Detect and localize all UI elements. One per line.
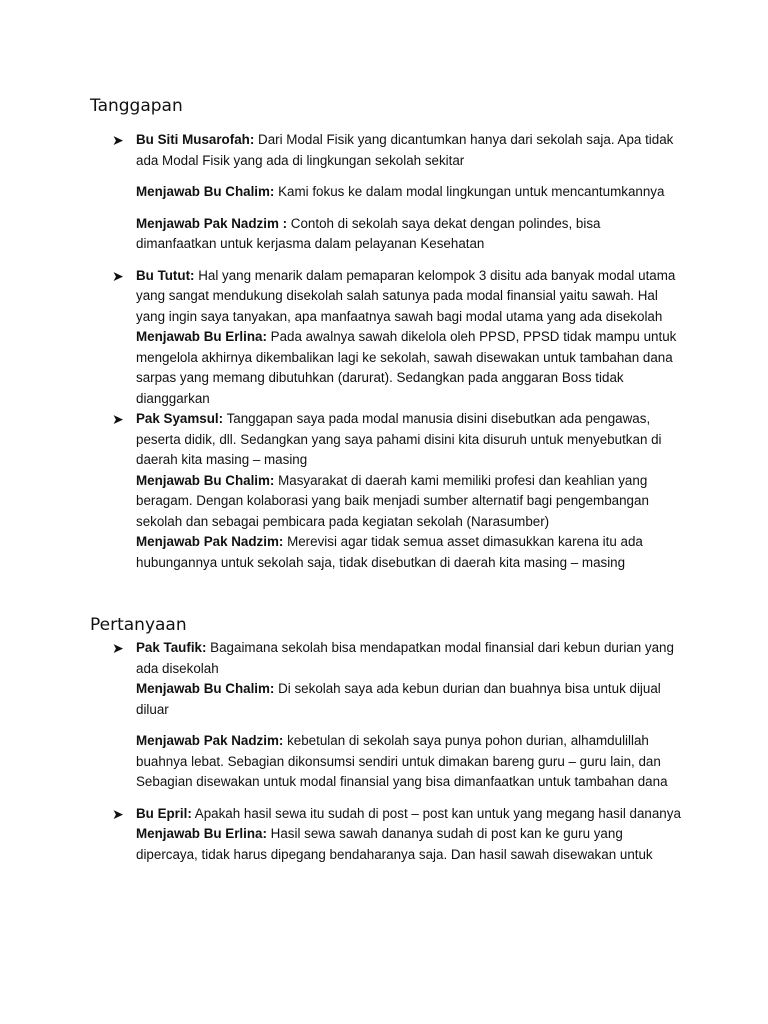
- paragraph-text: Hasil sewa sawah dananya sudah di post kan ke guru yang dipercaya, tidak harus dipegang bendaharanya saja. Dan hasil sawah disewakan untuk: [136, 826, 653, 862]
- tanggapan-section: [112, 130, 682, 573]
- paragraph: [136, 214, 682, 255]
- paragraph-text: Kami fokus ke dalam modal lingkungan untuk mencantumkannya: [274, 184, 665, 199]
- list-item: [112, 130, 682, 255]
- list-item: [112, 804, 682, 866]
- speaker: Bu Tutut:: [136, 267, 195, 283]
- pertanyaan-section: [112, 638, 682, 865]
- paragraph: [136, 804, 682, 825]
- arrow-bullet-icon: ➤: [112, 411, 124, 427]
- paragraph: [136, 824, 682, 865]
- speaker: Menjawab Bu Erlina:: [136, 826, 267, 841]
- list-item: [112, 266, 682, 410]
- paragraph-text: Hal yang menarik dalam pemaparan kelompok 3 disitu ada banyak modal utama yang sangat mendukung disekolah salah satunya pada modal finansial yaitu sawah. Hal yang ingin saya tanyakan, apa manfaatnya sawah bagi modal utama yang ada disekolah: [136, 267, 676, 324]
- paragraph-text: Apakah hasil sewa itu sudah di post – post kan untuk yang megang hasil dananya: [191, 805, 681, 821]
- paragraph-text: Masyarakat di daerah kami memiliki profesi dan keahlian yang beragam. Dengan kolaborasi yang baik menjadi sumber alternatif bagi pengembangan sekolah dan sebagai pembicara pada kegiatan sekolah (Narasumber): [136, 472, 649, 529]
- heading-tanggapan: Tanggapan: [90, 96, 183, 116]
- speaker: Menjawab Pak Nadzim :: [136, 215, 288, 231]
- arrow-bullet-icon: ➤: [112, 805, 124, 822]
- list-item: [112, 409, 682, 573]
- paragraph: [136, 327, 682, 409]
- speaker: Menjawab Bu Chalim:: [136, 681, 275, 696]
- arrow-bullet-icon: ➤: [112, 267, 124, 284]
- paragraph: [136, 471, 682, 533]
- paragraph: [136, 731, 682, 793]
- list-item: [112, 638, 682, 793]
- speaker: Bu Epril:: [136, 805, 192, 821]
- paragraph: [136, 532, 682, 573]
- paragraph: [136, 182, 682, 203]
- paragraph-text: Bagaimana sekolah bisa mendapatkan modal finansial dari kebun durian yang ada disekolah: [136, 640, 674, 676]
- paragraph: [136, 266, 682, 328]
- paragraph-text: kebetulan di sekolah saya punya pohon durian, alhamdulillah buahnya lebat. Sebagian dikonsumsi sendiri untuk dimakan bareng guru – guru lain, dan Sebagian disewakan untuk modal finansial yang bisa dimanfaatkan untuk tambahan dana: [136, 733, 668, 789]
- paragraph: [136, 679, 682, 720]
- paragraph: [136, 638, 682, 679]
- speaker: Menjawab Pak Nadzim:: [136, 733, 284, 748]
- heading-pertanyaan: Pertanyaan: [90, 615, 187, 635]
- speaker: Pak Syamsul:: [136, 411, 224, 426]
- paragraph-text: Merevisi agar tidak semua asset dimasukkan karena itu ada hubungannya untuk sekolah saja, tidak disebutkan di daerah kita masing – masing: [136, 534, 643, 570]
- arrow-bullet-icon: ➤: [112, 640, 124, 656]
- speaker: Pak Taufik:: [136, 640, 207, 655]
- paragraph-text: Dari Modal Fisik yang dicantumkan hanya dari sekolah saja. Apa tidak ada Modal Fisik yang ada di lingkungan sekolah sekitar: [136, 132, 674, 168]
- paragraph-text: Tanggapan saya pada modal manusia disini disebutkan ada pengawas, peserta didik, dll. Sedangkan yang saya pahami disini kita disuruh untuk menyebutkan di daerah kita masing – masing: [136, 411, 662, 467]
- paragraph-text: Pada awalnya sawah dikelola oleh PPSD, PPSD tidak mampu untuk mengelola akhirnya dikembalikan lagi ke sekolah, sawah disewakan untuk tambahan dana sarpas yang memang dibutuhkan (darurat). Sedangkan pada anggaran Boss tidak dianggarkan: [136, 329, 677, 406]
- paragraph: [136, 130, 682, 171]
- paragraph-text: Di sekolah saya ada kebun durian dan buahnya bisa untuk dijual diluar: [136, 681, 661, 717]
- speaker: Menjawab Pak Nadzim:: [136, 534, 284, 549]
- speaker: Menjawab Bu Chalim:: [136, 184, 275, 199]
- arrow-bullet-icon: ➤: [112, 132, 124, 148]
- paragraph: [136, 409, 682, 471]
- speaker: Menjawab Bu Chalim:: [136, 472, 275, 488]
- speaker: Bu Siti Musarofah:: [136, 132, 255, 147]
- paragraph-text: Contoh di sekolah saya dekat dengan polindes, bisa dimanfaatkan untuk kerjasma dalam pelayanan Kesehatan: [136, 215, 601, 251]
- speaker: Menjawab Bu Erlina:: [136, 329, 267, 344]
